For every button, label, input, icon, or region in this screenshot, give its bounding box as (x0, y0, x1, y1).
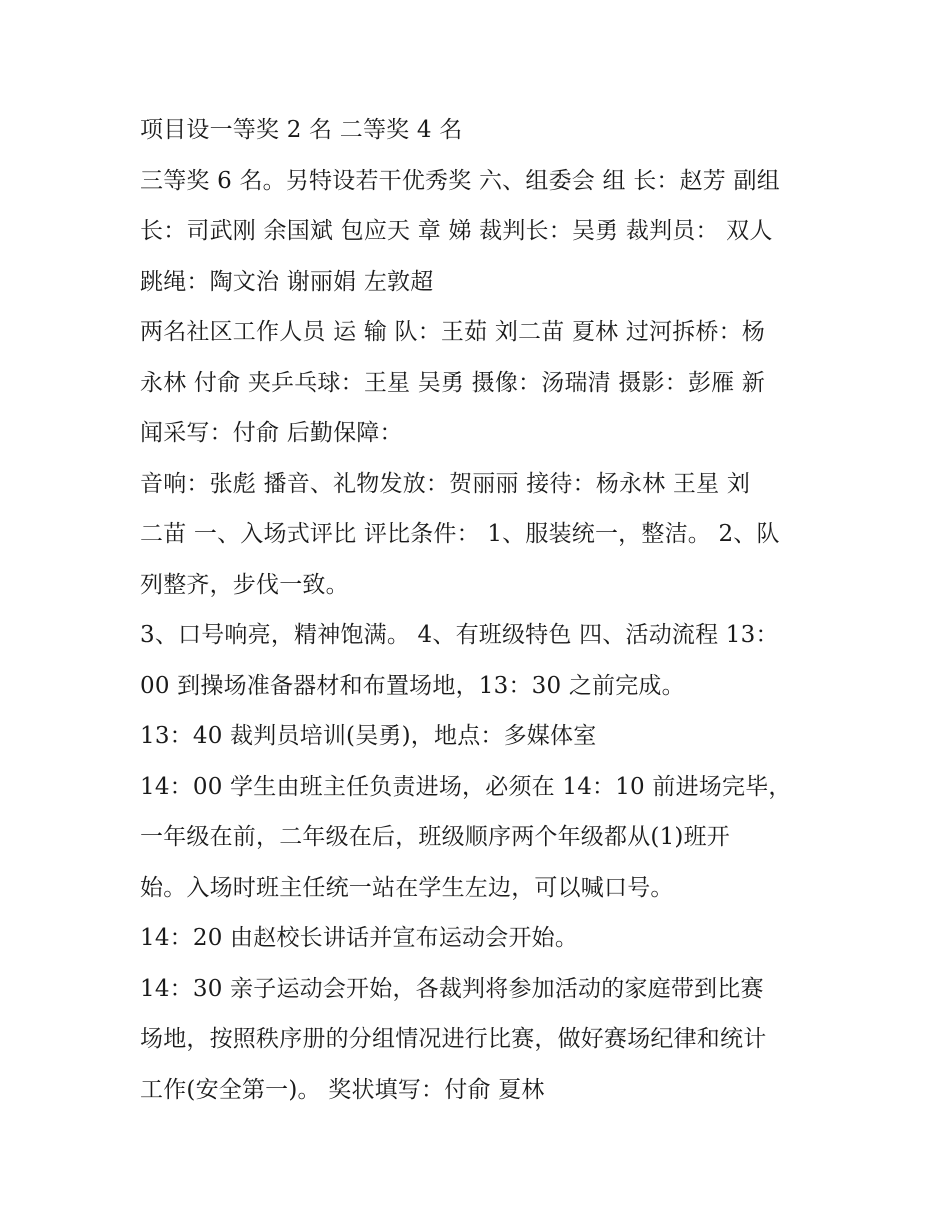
text-line: 一年级在前，二年级在后，班级顺序两个年级都从(1)班开 (140, 824, 730, 850)
text-line: 长：司武刚 余国斌 包应天 章 娣 裁判长：吴勇 裁判员： 双人 (140, 218, 773, 244)
text-line: 二苗 一、入场式评比 评比条件： 1、服装统一，整洁。 2、队 (140, 521, 780, 547)
text-line: 跳绳：陶文治 谢丽娟 左敦超 (140, 269, 434, 295)
text-line: 14：00 学生由班主任负责进场，必须在 14：10 前进场完毕， (140, 774, 792, 800)
text-line: 始。入场时班主任统一站在学生左边，可以喊口号。 (140, 875, 674, 901)
text-line: 列整齐，步伐一致。 (140, 572, 349, 598)
text-line: 3、口号响亮，精神饱满。 4、有班级特色 四、活动流程 13： (140, 622, 779, 648)
text-line: 13：40 裁判员培训(吴勇)，地点：多媒体室 (140, 723, 597, 749)
text-line: 工作(安全第一)。 奖状填写：付俞 夏林 (140, 1077, 545, 1103)
text-line: 14：30 亲子运动会开始，各裁判将参加活动的家庭带到比赛 (140, 976, 764, 1002)
text-line: 00 到操场准备器材和布置场地，13：30 之前完成。 (140, 673, 685, 699)
text-line: 项目设一等奖 2 名 二等奖 4 名 (140, 117, 463, 143)
text-line: 三等奖 6 名。另特设若干优秀奖 六、组委会 组 长：赵芳 副组 (140, 168, 780, 194)
text-line: 场地，按照秩序册的分组情况进行比赛，做好赛场纪律和统计 (140, 1026, 767, 1052)
text-line: 音响：张彪 播音、礼物发放：贺丽丽 接待：杨永林 王星 刘 (140, 471, 751, 497)
text-line: 闻采写：付俞 后勤保障： (140, 420, 403, 446)
text-line: 14：20 由赵校长讲话并宣布运动会开始。 (140, 925, 579, 951)
text-line: 永林 付俞 夹乒乓球：王星 吴勇 摄像：汤瑞清 摄影：彭雁 新 (140, 370, 766, 396)
text-line: 两名社区工作人员 运 输 队：王茹 刘二苗 夏林 过河拆桥：杨 (140, 319, 766, 345)
